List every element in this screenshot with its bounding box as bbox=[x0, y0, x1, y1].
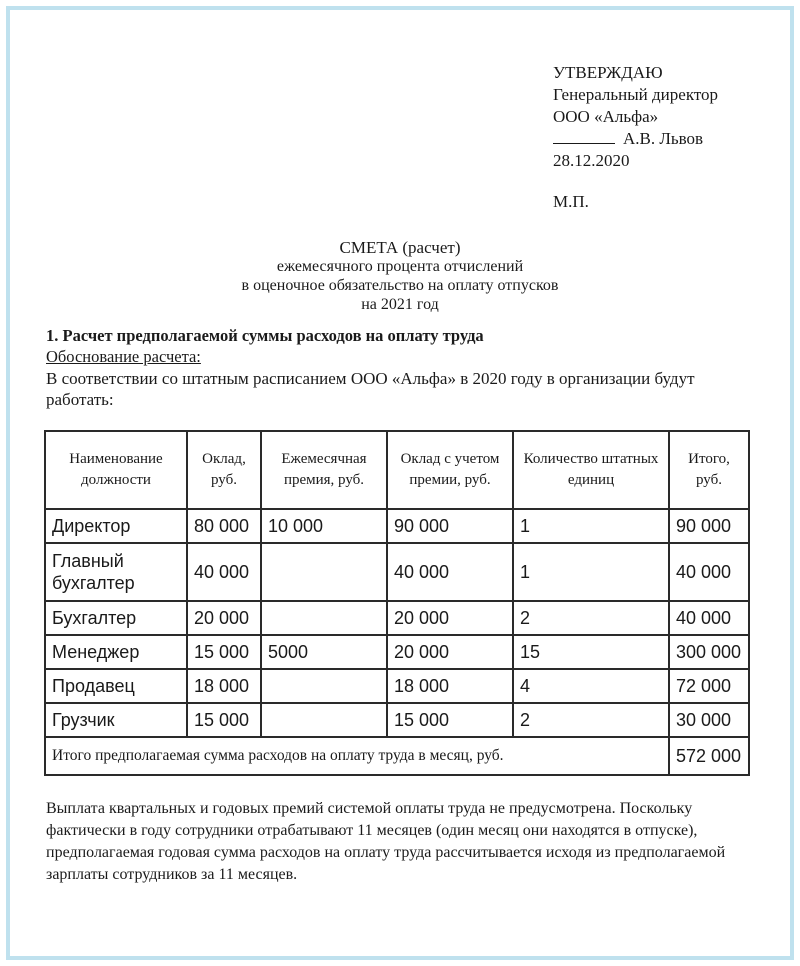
title-line-3: в оценочное обязательство на оплату отпусков bbox=[241, 277, 559, 294]
cell-position: Директор bbox=[45, 509, 187, 543]
header-salary-with-bonus: Оклад с учетом премии, руб. bbox=[387, 431, 513, 509]
header-total: Итого, руб. bbox=[669, 431, 749, 509]
stamp-label: М.П. bbox=[553, 192, 589, 211]
table-row bbox=[45, 509, 749, 543]
table-row bbox=[45, 601, 749, 635]
table-total-row bbox=[45, 737, 749, 775]
cell-salary: 15 000 bbox=[187, 635, 261, 669]
cell-bonus: 10 000 bbox=[261, 509, 387, 543]
cell-total: 72 000 bbox=[669, 669, 749, 703]
cell-bonus bbox=[261, 543, 387, 601]
cell-total: 40 000 bbox=[669, 543, 749, 601]
table-header-row bbox=[45, 431, 749, 509]
cell-total: 30 000 bbox=[669, 703, 749, 737]
table-row bbox=[45, 669, 749, 703]
cell-headcount: 1 bbox=[513, 509, 669, 543]
approval-heading: УТВЕРЖДАЮ bbox=[553, 63, 663, 82]
cell-position: Бухгалтер bbox=[45, 601, 187, 635]
cell-total: 40 000 bbox=[669, 601, 749, 635]
cell-headcount: 1 bbox=[513, 543, 669, 601]
cell-bonus bbox=[261, 703, 387, 737]
cell-salary-with-bonus: 20 000 bbox=[387, 601, 513, 635]
cell-position: Продавец bbox=[45, 669, 187, 703]
total-label: Итого предполагаемая сумма расходов на оплату труда в месяц, руб. bbox=[45, 737, 669, 775]
total-value: 572 000 bbox=[669, 737, 749, 775]
table-row bbox=[45, 543, 749, 601]
cell-total: 90 000 bbox=[669, 509, 749, 543]
section-heading: 1. Расчет предполагаемой суммы расходов на оплату труда bbox=[46, 326, 484, 345]
cell-headcount: 4 bbox=[513, 669, 669, 703]
approval-signature-line bbox=[553, 128, 718, 150]
cell-bonus bbox=[261, 601, 387, 635]
cell-headcount: 2 bbox=[513, 703, 669, 737]
approval-position: Генеральный директор bbox=[553, 85, 719, 104]
cell-salary-with-bonus: 20 000 bbox=[387, 635, 513, 669]
cell-salary-with-bonus: 90 000 bbox=[387, 509, 513, 543]
cell-salary-with-bonus: 40 000 bbox=[387, 543, 513, 601]
cell-salary-with-bonus: 15 000 bbox=[387, 703, 513, 737]
note-text: Выплата квартальных и годовых премий системой оплаты труда не предусмотрена. Поскольку фактически в году сотрудники отрабатывают 11 месяцев (один месяц они находятся в отпуске), предполагаемая годовая сумма расходов на оплату труда рассчитывается исходя из предполагаемой зарплаты сотрудников за 11 месяцев. bbox=[46, 800, 726, 883]
cell-headcount: 2 bbox=[513, 601, 669, 635]
title-line-1: СМЕТА (расчет) bbox=[339, 238, 461, 257]
cell-total: 300 000 bbox=[669, 635, 749, 669]
table-row bbox=[45, 703, 749, 737]
cell-salary: 18 000 bbox=[187, 669, 261, 703]
cell-bonus bbox=[261, 669, 387, 703]
cell-position: Главный бухгалтер bbox=[45, 543, 187, 601]
cell-salary: 80 000 bbox=[187, 509, 261, 543]
intro-text: В соответствии со штатным расписанием ООО «Альфа» в 2020 году в организации будут работать: bbox=[46, 369, 695, 409]
cell-salary: 20 000 bbox=[187, 601, 261, 635]
approval-signer: А.В. Львов bbox=[623, 129, 704, 148]
cell-position: Менеджер bbox=[45, 635, 187, 669]
header-position: Наименование должности bbox=[45, 431, 187, 509]
approval-company: ООО «Альфа» bbox=[553, 107, 659, 126]
header-salary: Оклад, руб. bbox=[187, 431, 261, 509]
cell-position: Грузчик bbox=[45, 703, 187, 737]
cell-salary: 15 000 bbox=[187, 703, 261, 737]
cell-salary: 40 000 bbox=[187, 543, 261, 601]
title-line-2: ежемесячного процента отчислений bbox=[276, 258, 524, 275]
cell-headcount: 15 bbox=[513, 635, 669, 669]
signature-blank bbox=[553, 129, 615, 144]
table-row bbox=[45, 635, 749, 669]
approval-date: 28.12.2020 bbox=[553, 151, 630, 170]
cell-bonus: 5000 bbox=[261, 635, 387, 669]
approval-block bbox=[553, 62, 718, 172]
basis-label: Обоснование расчета: bbox=[46, 347, 201, 366]
header-headcount: Количество штатных единиц bbox=[513, 431, 669, 509]
title-line-4: на 2021 год bbox=[361, 296, 439, 313]
document-title bbox=[0, 238, 800, 314]
header-monthly-bonus: Ежемесячная премия, руб. bbox=[261, 431, 387, 509]
cell-salary-with-bonus: 18 000 bbox=[387, 669, 513, 703]
staff-table bbox=[44, 430, 750, 776]
